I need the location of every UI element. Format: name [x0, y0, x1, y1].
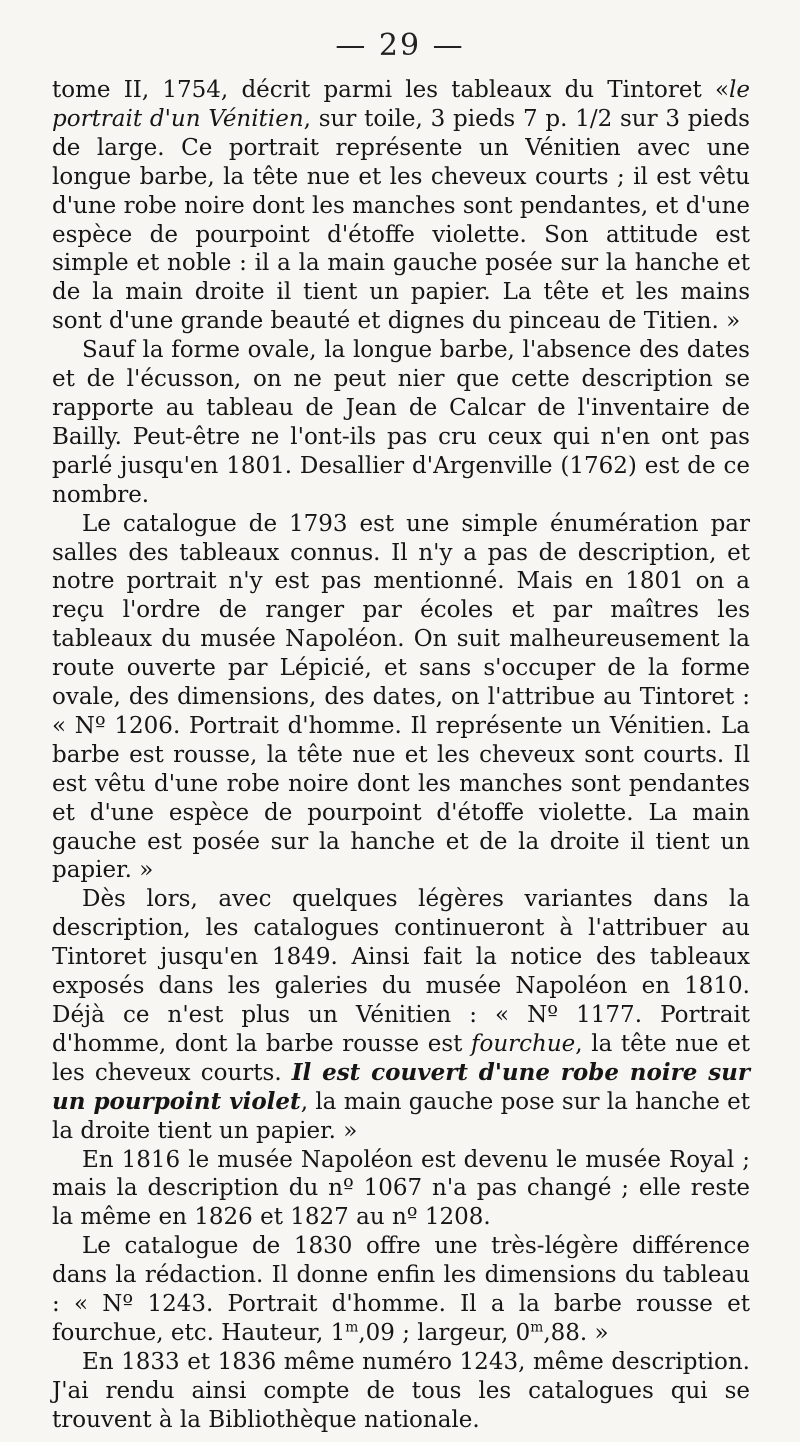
paragraph-1: [52, 76, 750, 336]
paragraph-4: [52, 885, 750, 1145]
paragraph-1-italic-title: le portrait d'un Vénitien: [52, 77, 750, 132]
paragraph-4-text-e: , la main gauche pose sur la hanche et la droite tient un papier. »: [52, 1088, 750, 1144]
paragraph-1-text-c: , sur toile, 3 pieds 7 p. 1/2 sur 3 pieds de large. Ce portrait représente un Vénitien avec une longue barbe, la tête nue et les cheveux courts ; il est vêtu d'une robe noire dont les manches sont pendantes, et d'une espèce de pourpoint d'étoffe violette. Son attitude est simple et noble : il a la main gauche posée sur la hanche et de la main droite il tient un papier. La tête et les mains sont d'une grande beauté et dignes du pinceau de Titien. »: [52, 105, 750, 335]
paragraph-6-sup-1: m: [345, 1319, 359, 1336]
paragraph-6-text-c: ,88. »: [543, 1319, 609, 1346]
page-number: — 29 —: [335, 28, 465, 63]
paragraph-6-text-b: ,09 ; largeur, 0: [358, 1319, 531, 1346]
paragraph-4-italic-word: fourchue: [471, 1030, 576, 1057]
paragraph-2: Sauf la forme ovale, la longue barbe, l'absence des dates et de l'écusson, on ne peut nier que cette description se rapporte au tableau de Jean de Calcar de l'inventaire de Bailly. Peut-être ne l'ont-ils pas cru ceux qui n'en ont pas parlé jusqu'en 1801. Desallier d'Argenville (1762) est de ce nombre.: [52, 337, 750, 508]
paragraph-6: [52, 1232, 750, 1348]
paragraph-6-text-a: Le catalogue de 1830 offre une très-légère différence dans la rédaction. Il donne enfin les dimensions du tableau : « Nº 1243. Portrait d'homme. Il a la barbe rousse et fourchue, etc. Hauteur, 1: [52, 1233, 750, 1346]
paragraph-6-sup-2: m: [530, 1319, 544, 1336]
paragraph-1-text-a: tome II, 1754, décrit parmi les tableaux du Tintoret «: [52, 77, 730, 103]
paragraph-5: En 1816 le musée Napoléon est devenu le musée Royal ; mais la description du nº 1067 n'a pas changé ; elle reste la même en 1826 et 1827 au nº 1208.: [52, 1146, 750, 1231]
paragraph-4-bold-italic-quote: Il est couvert d'une robe noire sur un pourpoint violet: [52, 1058, 750, 1115]
paragraph-4-text-a: Dès lors, avec quelques légères variantes dans la description, les catalogues continueront à l'attribuer au Tintoret jusqu'en 1849. Ainsi fait la notice des tableaux exposés dans les galeries du musée Napoléon en 1810. Déjà ce n'est plus un Vénitien : « Nº 1177. Portrait d'homme, dont la barbe rousse est: [52, 886, 750, 1057]
paragraph-4-text-c: , la tête nue et les cheveux courts.: [52, 1030, 750, 1086]
paragraph-7: En 1833 et 1836 même numéro 1243, même description. J'ai rendu ainsi compte de tous les catalogues qui se trouvent à la Bibliothèque nationale.: [52, 1348, 750, 1433]
paragraph-3: Le catalogue de 1793 est une simple énumération par salles des tableaux connus. Il n'y a pas de description, et notre portrait n'y est pas mentionné. Mais en 1801 on a reçu l'ordre de ranger par écoles et par maîtres les tableaux du musée Napoléon. On suit malheureusement la route ouverte par Lépicié, et sans s'occuper de la forme ovale, des dimensions, des dates, on l'attribue au Tintoret : « Nº 1206. Portrait d'homme. Il représente un Vénitien. La barbe est rousse, la tête nue et les cheveux sont courts. Il est vêtu d'une robe noire dont les manches sont pendantes et d'une espèce de pourpoint d'étoffe violette. La main gauche est posée sur la hanche et de la droite il tient un papier. »: [52, 510, 750, 884]
body-text: [52, 76, 750, 1435]
